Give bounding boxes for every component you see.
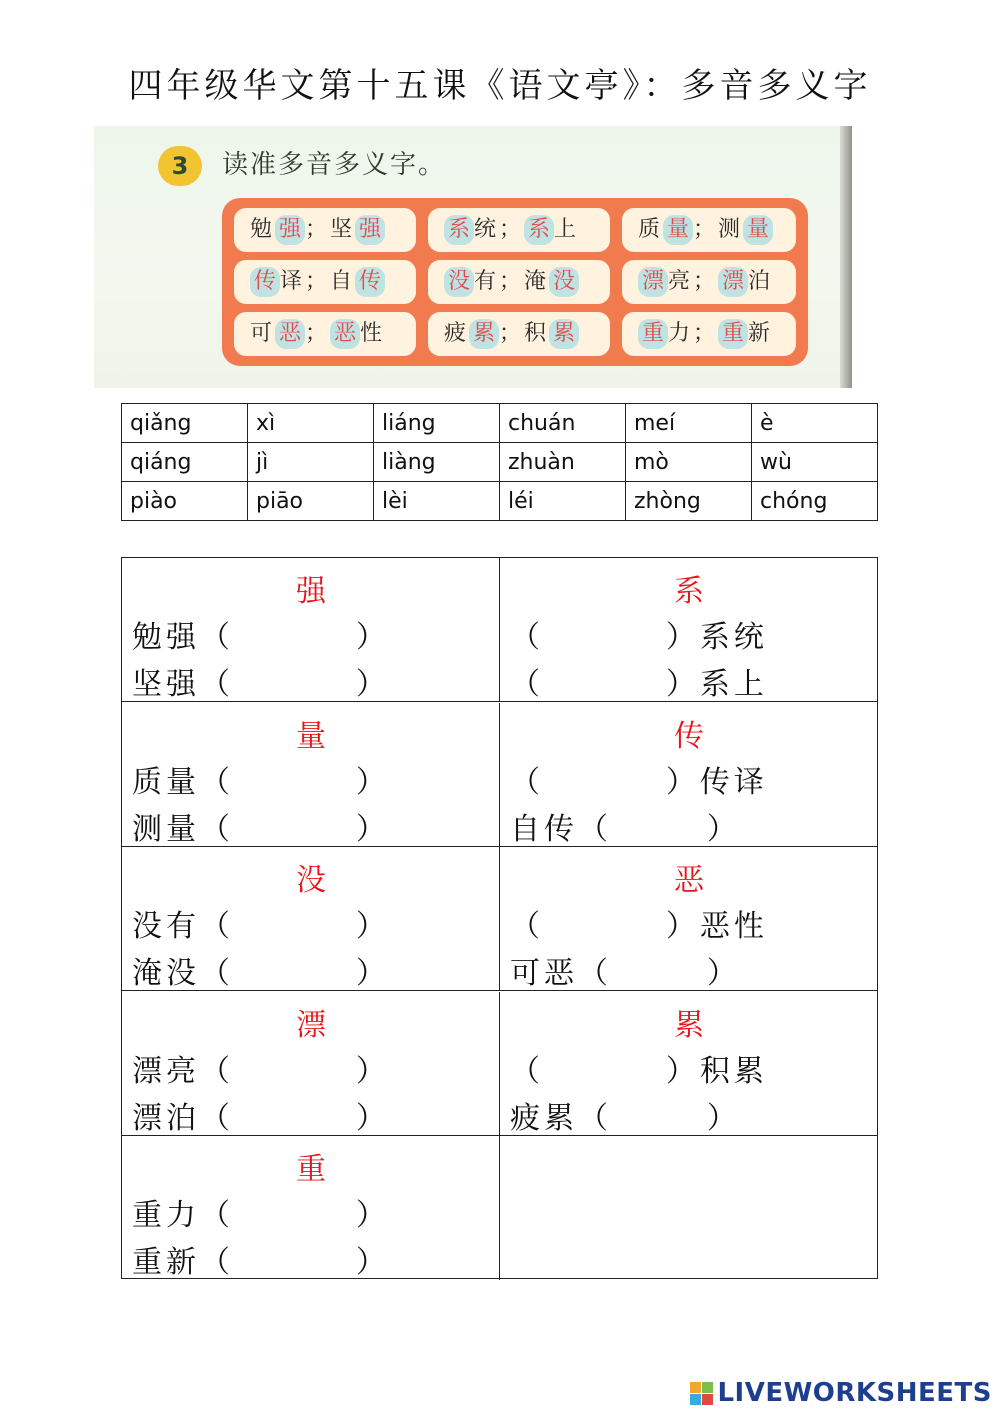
pinyin-row <box>122 482 878 521</box>
scan-text: 质 <box>638 217 664 242</box>
target-character: 系 <box>674 574 704 609</box>
answer-grid <box>121 557 878 1279</box>
answer-blank-line[interactable]: 勉强（ ） <box>132 620 390 655</box>
target-character: 累 <box>674 1007 704 1043</box>
pinyin-option[interactable]: qiáng <box>122 443 248 482</box>
logo-text: LIVEWORKSHEETS <box>717 1378 992 1408</box>
answer-cell <box>122 992 500 1136</box>
scan-text: 勉 <box>250 217 276 242</box>
answer-cell <box>122 1136 500 1280</box>
highlighted-char: 传 <box>250 267 280 297</box>
highlighted-char: 系 <box>524 215 554 245</box>
highlighted-char: 漂 <box>638 267 668 297</box>
pinyin-option[interactable]: xì <box>248 404 374 443</box>
scan-word-pair <box>622 208 796 252</box>
scan-text: ；坚 <box>305 217 356 242</box>
pinyin-option[interactable]: léi <box>500 482 626 521</box>
pinyin-table <box>121 403 878 521</box>
logo-icon <box>690 1382 713 1405</box>
pinyin-option[interactable]: jì <box>248 443 374 482</box>
answer-blank-line[interactable]: （ ）恶性 <box>510 909 768 944</box>
pinyin-option[interactable]: chóng <box>752 482 878 521</box>
answer-blank-line[interactable]: 没有（ ） <box>132 909 390 944</box>
pinyin-option[interactable]: lèi <box>374 482 500 521</box>
exercise-heading: 读准多音多义字。 <box>222 150 447 180</box>
pinyin-option[interactable]: chuán <box>500 404 626 443</box>
answer-cell <box>500 992 878 1136</box>
scan-text: 性 <box>360 321 386 346</box>
highlighted-char: 重 <box>638 319 668 349</box>
highlighted-char: 没 <box>444 267 474 297</box>
scan-text: 泊 <box>748 269 774 294</box>
answer-blank-line[interactable]: 重力（ ） <box>132 1198 390 1233</box>
scan-text: ；积 <box>499 321 550 346</box>
scan-text: 可 <box>250 321 276 346</box>
scan-word-pair <box>428 312 610 356</box>
scan-text: ； <box>305 321 331 346</box>
pinyin-option[interactable]: piāo <box>248 482 374 521</box>
target-character: 恶 <box>674 863 704 898</box>
pinyin-option[interactable]: meí <box>626 404 752 443</box>
answer-cell <box>122 847 500 991</box>
pinyin-option[interactable]: wù <box>752 443 878 482</box>
pinyin-option[interactable]: qiǎng <box>122 404 248 443</box>
answer-blank-line[interactable]: （ ）积累 <box>510 1053 768 1089</box>
target-character: 强 <box>296 574 326 609</box>
scan-text: ；测 <box>693 217 744 242</box>
answer-blank-line[interactable]: （ ）传译 <box>510 764 768 800</box>
highlighted-char: 恶 <box>275 319 305 349</box>
highlighted-char: 没 <box>549 267 579 297</box>
answer-blank-line[interactable]: 淹没（ ） <box>132 956 390 991</box>
answer-blank-line[interactable]: （ ）系统 <box>510 620 768 655</box>
answer-cell <box>122 703 500 847</box>
scan-text: 译；自 <box>280 269 356 294</box>
answer-cell <box>122 558 500 702</box>
answer-blank-line[interactable]: 漂亮（ ） <box>132 1053 390 1089</box>
scan-word-pair <box>234 260 416 304</box>
scan-word-pair <box>428 208 610 252</box>
pinyin-option[interactable]: zhòng <box>626 482 752 521</box>
textbook-scan <box>94 126 852 388</box>
pinyin-option[interactable]: mò <box>626 443 752 482</box>
answer-blank-line[interactable]: 可恶（ ） <box>510 956 741 991</box>
scan-word-pair <box>428 260 610 304</box>
pinyin-row <box>122 404 878 443</box>
target-character: 传 <box>674 718 704 754</box>
answer-blank-line[interactable]: 质量（ ） <box>132 764 390 800</box>
scan-word-pair <box>234 208 416 252</box>
highlighted-char: 系 <box>444 215 474 245</box>
highlighted-char: 累 <box>469 319 499 349</box>
target-character: 没 <box>296 863 326 898</box>
highlighted-char: 恶 <box>330 319 360 349</box>
scan-word-pair <box>622 260 796 304</box>
pinyin-option[interactable]: liàng <box>374 443 500 482</box>
pinyin-option[interactable]: zhuàn <box>500 443 626 482</box>
answer-blank-line[interactable]: 坚强（ ） <box>132 667 390 702</box>
target-character: 量 <box>296 718 326 754</box>
highlighted-char: 强 <box>275 215 305 245</box>
answer-blank-line[interactable]: （ ）系上 <box>510 667 768 702</box>
scan-text: 亮； <box>668 269 719 294</box>
word-panel <box>222 198 808 366</box>
scan-text: 力； <box>668 321 719 346</box>
answer-blank-line[interactable]: 重新（ ） <box>132 1245 390 1280</box>
highlighted-char: 重 <box>718 319 748 349</box>
answer-blank-line[interactable]: 疲累（ ） <box>510 1100 741 1136</box>
exercise-number-badge: 3 <box>158 146 202 186</box>
target-character: 漂 <box>296 1007 326 1043</box>
highlighted-char: 量 <box>743 215 773 245</box>
scan-word-pair <box>622 312 796 356</box>
pinyin-option[interactable]: liáng <box>374 404 500 443</box>
answer-blank-line[interactable]: 自传（ ） <box>510 811 741 847</box>
highlighted-char: 累 <box>549 319 579 349</box>
answer-cell <box>500 847 878 991</box>
answer-cell <box>500 703 878 847</box>
page-edge <box>840 126 852 388</box>
scan-text: 新 <box>748 321 774 346</box>
answer-blank-line[interactable]: 漂泊（ ） <box>132 1100 390 1136</box>
scan-text: 上 <box>554 217 580 242</box>
pinyin-option[interactable]: è <box>752 404 878 443</box>
empty-cell <box>500 1136 878 1280</box>
answer-blank-line[interactable]: 测量（ ） <box>132 811 390 847</box>
scan-text: 疲 <box>444 321 470 346</box>
scan-text: 统； <box>474 217 525 242</box>
page-title: 四年级华文第十五课《语文亭》：多音多义字 <box>128 66 872 106</box>
highlighted-char: 量 <box>663 215 693 245</box>
liveworksheets-logo <box>690 1378 992 1408</box>
scan-word-pair <box>234 312 416 356</box>
target-character: 重 <box>296 1152 326 1187</box>
highlighted-char: 传 <box>355 267 385 297</box>
scan-text: 有；淹 <box>474 269 550 294</box>
highlighted-char: 强 <box>355 215 385 245</box>
highlighted-char: 漂 <box>718 267 748 297</box>
answer-cell <box>500 558 878 702</box>
pinyin-row <box>122 443 878 482</box>
pinyin-option[interactable]: piào <box>122 482 248 521</box>
